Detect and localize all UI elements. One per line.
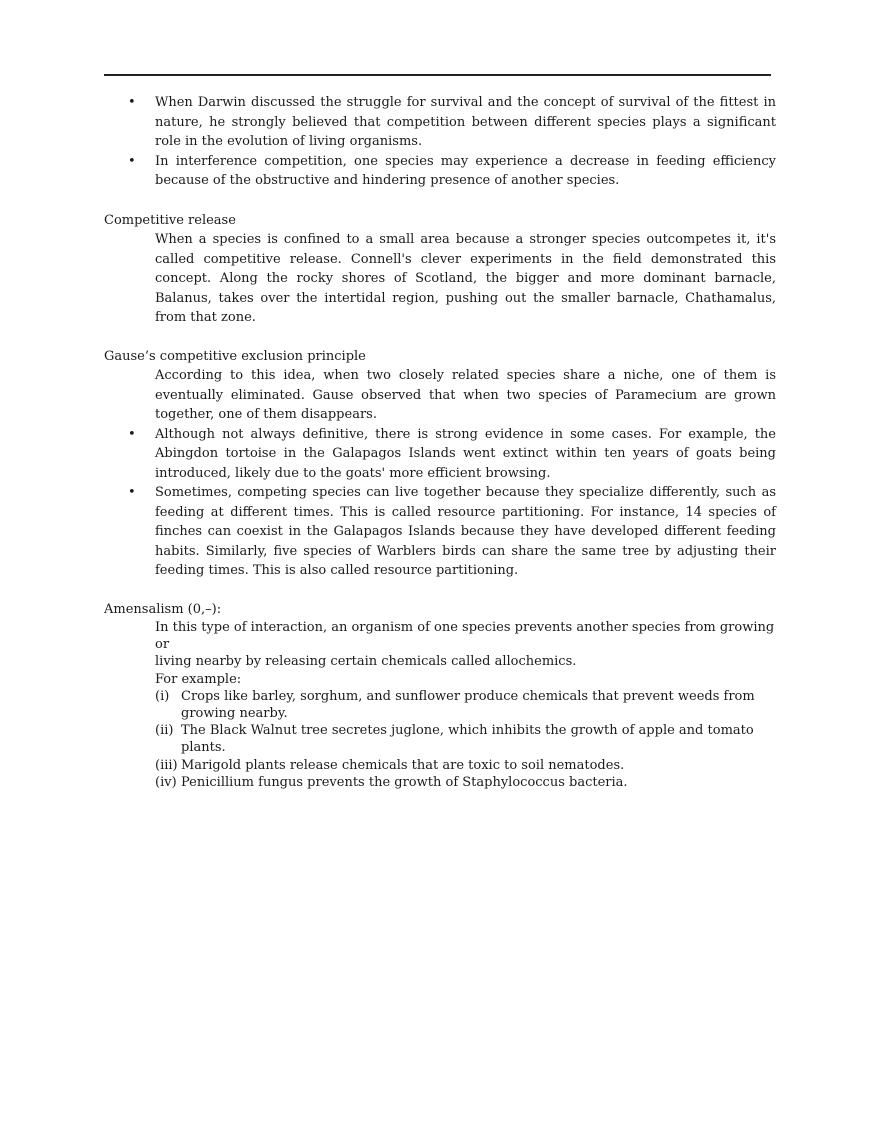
intro-bullet-list xyxy=(104,93,776,191)
gause-paragraph: According to this idea, when two closely related species share a niche, one of them is eventually eliminated. Gause observed that when two species of Paramecium are grown together, one of them disappears. xyxy=(155,368,776,422)
list-item xyxy=(104,425,776,484)
section-heading-gause: Gause’s competitive exclusion principle xyxy=(104,348,366,364)
item-number: (ii) xyxy=(155,723,174,739)
list-item xyxy=(155,688,776,722)
item-text: Marigold plants release chemicals that are toxic to soil nematodes. xyxy=(181,757,625,773)
amensalism-line: In this type of interaction, an organism of one species prevents another species from growing or xyxy=(155,620,775,653)
competitive-release-paragraph: When a species is confined to a small area because a stronger species outcompetes it, it's called competitive release. Connell's clever experiments in the field demonstrated this concept. Along the rocky shores of Scotland, the bigger and more dominant barnacle, Balanus, takes over the intertidal region, pushing out the smaller barnacle, Chathamalus, from that zone. xyxy=(155,232,776,325)
section-heading-competitive-release: Competitive release xyxy=(104,212,236,228)
list-item xyxy=(155,757,776,774)
bullet-text: Sometimes, competing species can live together because they specialize differently, such as feeding at different times. This is called resource partitioning. For instance, 14 species of finches can coexist in the Galapagos Islands because they have developed different feeding habits. Similarly, five species of Warblers birds can share the same tree by adjusting their feeding times. This is also called resource partitioning. xyxy=(155,485,776,578)
bullet-text: Although not always definitive, there is strong evidence in some cases. For example, the Abingdon tortoise in the Galapagos Islands went extinct within ten years of goats being introduced, likely due to the goats' more efficient browsing. xyxy=(155,426,776,481)
bullet-icon: • xyxy=(128,153,136,169)
amensalism-line: living nearby by releasing certain chemicals called allochemics. xyxy=(155,654,577,670)
list-item xyxy=(155,774,776,791)
header-rule xyxy=(104,74,771,76)
item-text: Crops like barley, sorghum, and sunflower produce chemicals that prevent weeds from growing nearby. xyxy=(181,688,755,722)
bullet-text: When Darwin discussed the struggle for survival and the concept of survival of the fittest in nature, he strongly believed that competition between different species plays a significant role in the evolution of living organisms. xyxy=(155,95,776,149)
example-label: For example: xyxy=(155,671,242,687)
bullet-icon: • xyxy=(128,426,136,442)
item-number: (iii) xyxy=(155,757,178,773)
item-number: (iv) xyxy=(155,774,177,790)
bullet-text: In interference competition, one species may experience a decrease in feeding efficiency because of the obstructive and hindering presence of another species. xyxy=(155,153,776,188)
bullet-icon: • xyxy=(128,485,136,500)
list-item xyxy=(104,152,776,191)
section-heading-amensalism: Amensalism (0,–): xyxy=(104,601,222,617)
gause-bullet-list xyxy=(104,425,776,581)
document-body xyxy=(104,93,776,791)
list-item xyxy=(104,483,776,581)
item-number: (i) xyxy=(155,688,170,704)
item-text: Penicillium fungus prevents the growth of Staphylococcus bacteria. xyxy=(181,774,628,790)
bullet-icon: • xyxy=(128,95,136,110)
list-item xyxy=(155,722,776,756)
item-text: The Black Walnut tree secretes juglone, which inhibits the growth of apple and tomato plants. xyxy=(181,723,754,756)
list-item xyxy=(104,93,776,152)
amensalism-block xyxy=(104,619,776,791)
examples-list xyxy=(155,688,776,791)
